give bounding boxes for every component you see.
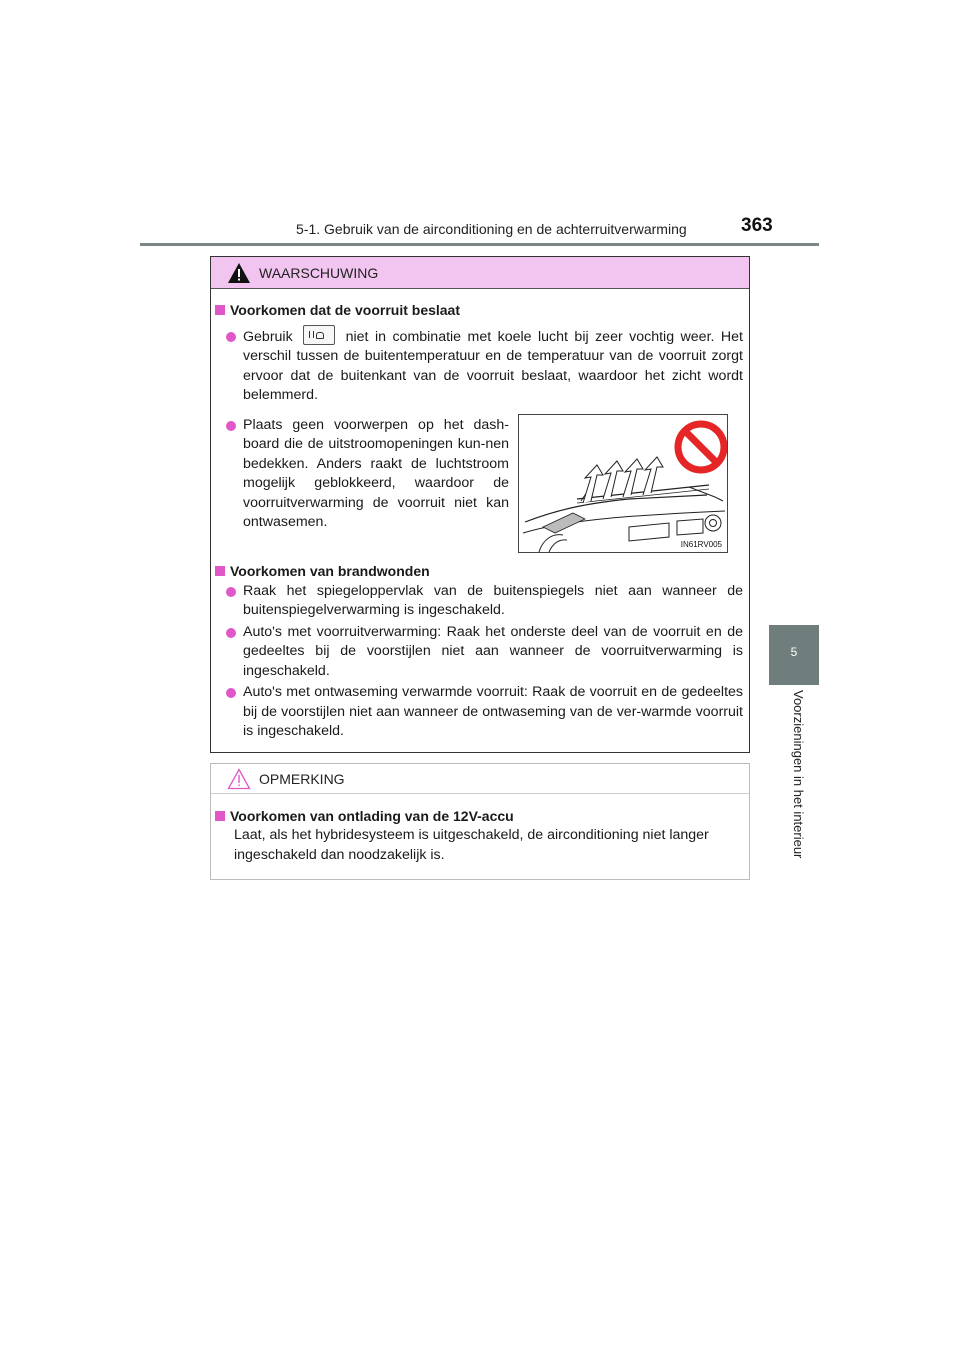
chapter-tab-number: 5 (790, 645, 798, 659)
note-section-title: Voorkomen van ontlading van de 12V-accu (215, 808, 743, 824)
warning-heading: WAARSCHUWING (259, 264, 379, 281)
list-item: Raak het spiegeloppervlak van de buitenspiegels niet aan wanneer de buitenspiegelverwarming is ingeschakeld. (215, 582, 743, 621)
list-item: Plaats geen voorwerpen op het dash-board die de uitstroomopeningen kun-nen bedekken. Anders raakt de luchtstroom mogelijk geblokkeerd, waardoor de voorruitverwarming de voorruit niet kan ontwasemen. (215, 416, 509, 533)
section-square-icon (215, 305, 225, 315)
list-item: Gebruik niet in combinatie met koele lucht bij zeer vochtig weer. Het verschil tussen de buitentemperatuur en de temperatuur van de voorruit zorgt ervoor dat de buitenkant van de voorruit beslaat, waardoor het zicht wordt belemmerd. (215, 327, 743, 406)
front-defroster-button-icon (303, 325, 335, 345)
header-rule (140, 243, 819, 246)
note-box (210, 763, 750, 880)
note-text: Laat, als het hybridesysteem is uitgeschakeld, de airconditioning niet langer ingeschakeld dan noodzakelijk is. (234, 827, 709, 863)
bullet-icon (226, 623, 238, 682)
warning-triangle-icon (227, 262, 251, 284)
bullet-icon (226, 327, 238, 406)
chapter-tab-label: Voorzieningen in het interieur (791, 690, 806, 859)
warning-section-title: Voorkomen dat de voorruit beslaat (215, 302, 743, 318)
list-item: Auto's met ontwaseming verwarmde voorruit: Raak de voorruit en de gedeeltes bij de voorstijlen niet aan wanneer de ontwaseming van de ver-warmde voorruit is ingeschakeld. (215, 683, 743, 742)
page-number: 363 (741, 215, 773, 236)
figure-row (215, 414, 743, 553)
warning-section-title: Voorkomen van brandwonden (215, 563, 743, 579)
bullet-icon (226, 683, 238, 742)
dashboard-drawing (519, 415, 727, 552)
note-heading: OPMERKING (259, 770, 345, 787)
figure-label: IN61RV005 (680, 539, 722, 549)
section-square-icon (215, 566, 225, 576)
bullet-icon (226, 582, 238, 621)
note-header (211, 764, 749, 794)
list-item: Auto's met voorruitverwarming: Raak het onderste deel van de voorruit en de gedeeltes bij de voorstijlen niet aan wanneer de voorruitverwarming is ingeschakeld. (215, 623, 743, 682)
warning-header (211, 257, 749, 289)
prohibition-icon (678, 424, 724, 470)
running-header: 5-1. Gebruik van de airconditioning en de achterruitverwarming (296, 221, 687, 237)
bullet-icon (226, 416, 238, 533)
warning-box (210, 256, 750, 753)
section-square-icon (215, 811, 225, 821)
dashboard-illustration (518, 414, 728, 553)
chapter-tab (769, 625, 819, 685)
caution-triangle-icon (227, 768, 251, 790)
